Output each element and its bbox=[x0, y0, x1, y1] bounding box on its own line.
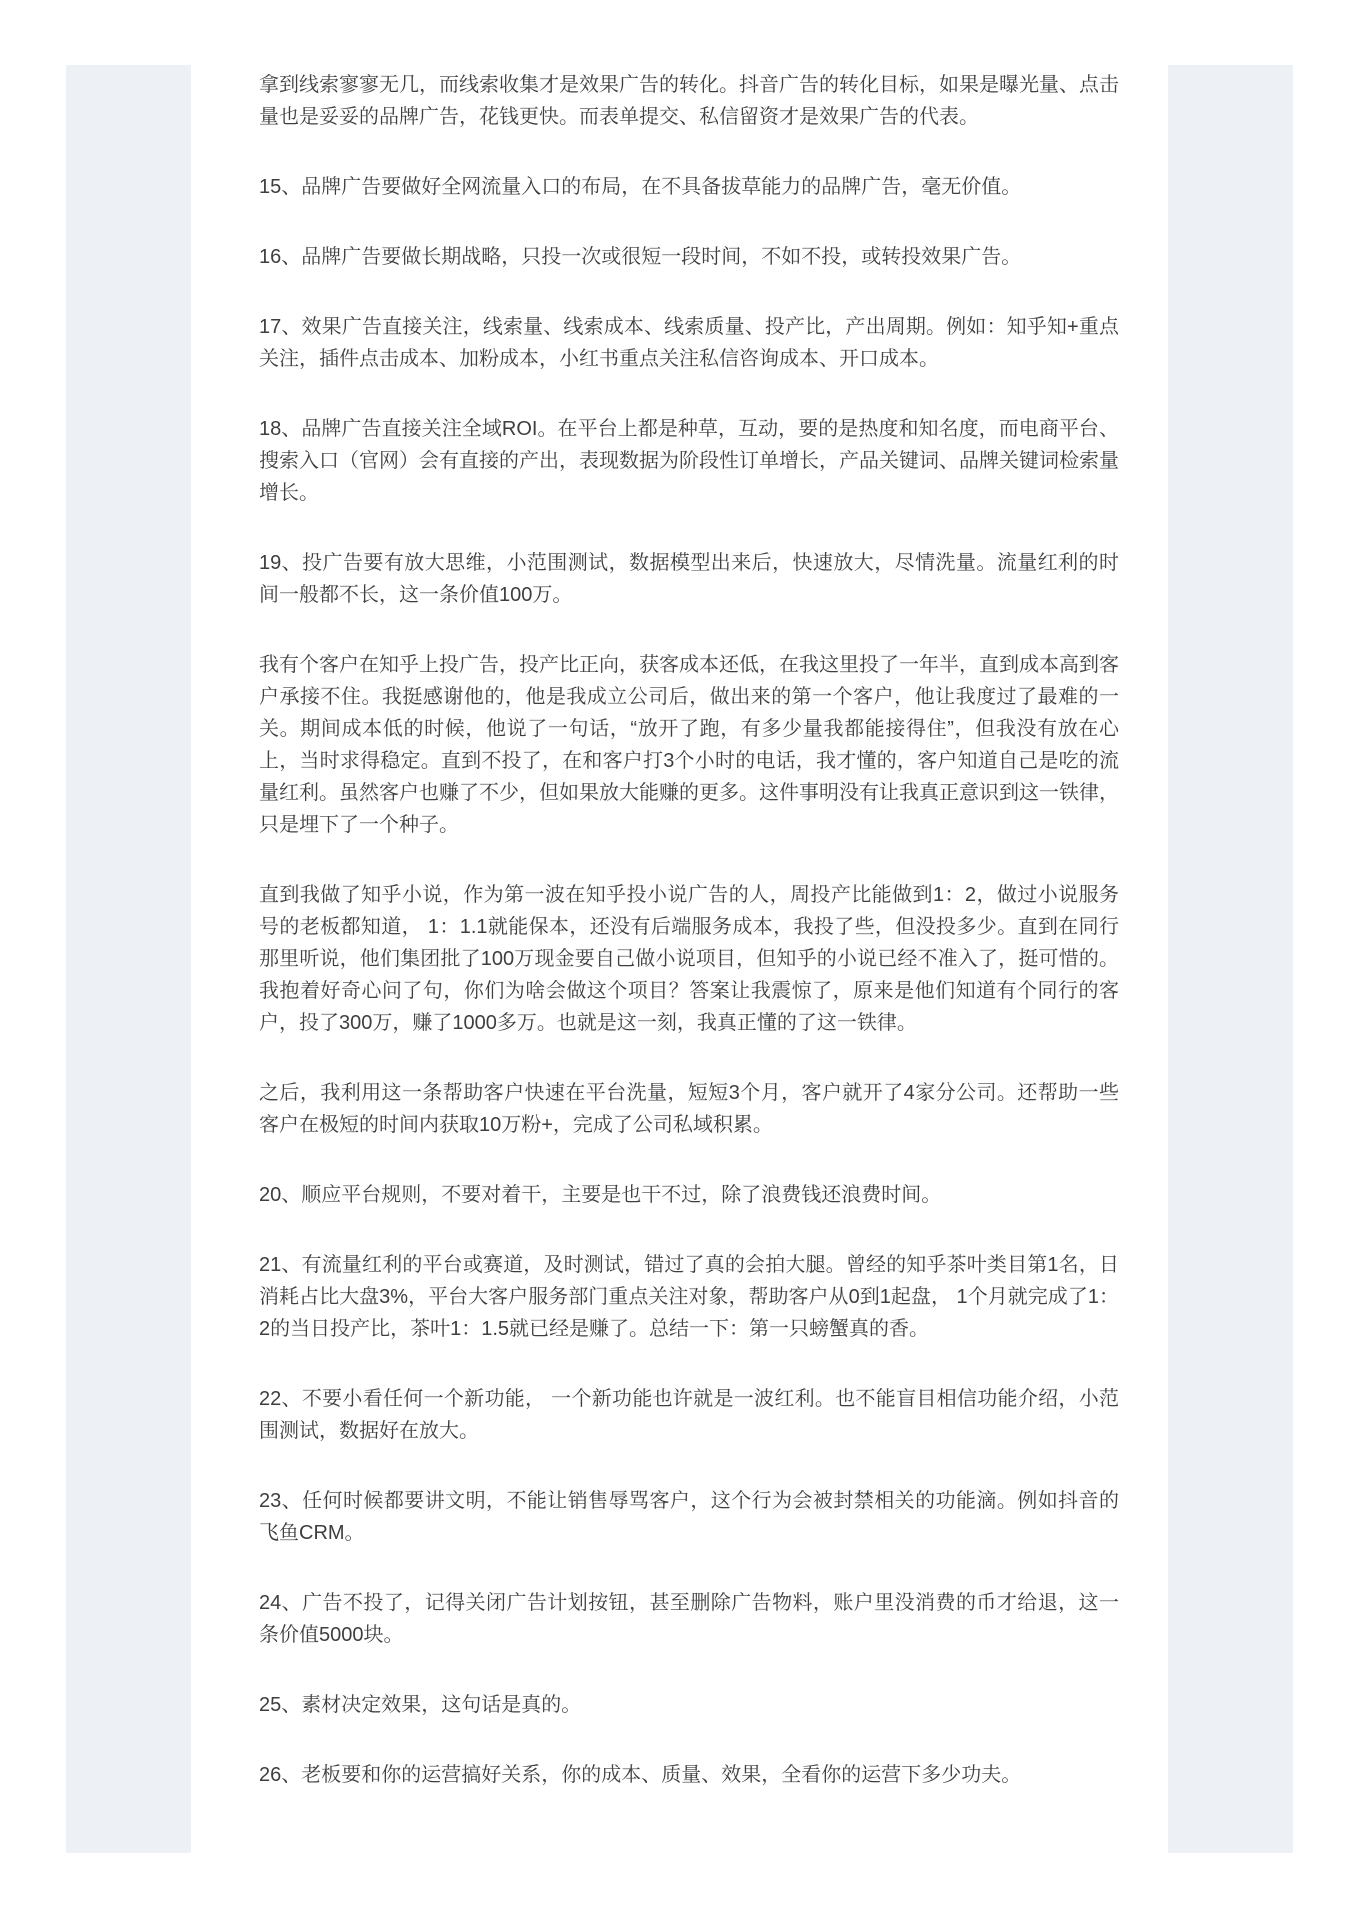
paragraph: 26、老板要和你的运营搞好关系，你的成本、质量、效果，全看你的运营下多少功夫。 bbox=[259, 1764, 1022, 1786]
paragraph: 拿到线索寥寥无几，而线索收集才是效果广告的转化。抖音广告的转化目标，如果是曝光量、点击量也是妥妥的品牌广告，花钱更快。而表单提交、私信留资才是效果广告的代表。 bbox=[259, 74, 1119, 128]
paragraph: 20、顺应平台规则，不要对着干，主要是也干不过，除了浪费钱还浪费时间。 bbox=[259, 1184, 942, 1206]
paragraph: 15、品牌广告要做好全网流量入口的布局，在不具备拔草能力的品牌广告，毫无价值。 bbox=[259, 176, 1022, 198]
paragraph: 23、任何时候都要讲文明，不能让销售辱骂客户，这个行为会被封禁相关的功能滴。例如抖音的飞鱼CRM。 bbox=[259, 1490, 1119, 1544]
paragraph: 19、投广告要有放大思维，小范围测试，数据模型出来后，快速放大，尽情洗量。流量红利的时间一般都不长，这一条价值100万。 bbox=[259, 552, 1119, 606]
content-background-band bbox=[66, 65, 1293, 1853]
paragraph: 之后，我利用这一条帮助客户快速在平台洗量，短短3个月，客户就开了4家分公司。还帮助一些客户在极短的时间内获取10万粉+，完成了公司私域积累。 bbox=[259, 1082, 1119, 1136]
paragraph: 25、素材决定效果，这句话是真的。 bbox=[259, 1694, 582, 1716]
paragraph: 16、品牌广告要做长期战略，只投一次或很短一段时间，不如不投，或转投效果广告。 bbox=[259, 246, 1022, 268]
paragraph: 18、品牌广告直接关注全域ROI。在平台上都是种草，互动，要的是热度和知名度，而电商平台、搜索入口（官网）会有直接的产出，表现数据为阶段性订单增长，产品关键词、品牌关键词检索量增长。 bbox=[259, 418, 1119, 504]
paragraph: 21、有流量红利的平台或赛道，及时测试，错过了真的会拍大腿。曾经的知乎茶叶类目第1名，日消耗占比大盘3%，平台大客户服务部门重点关注对象，帮助客户从0到1起盘， 1个月就完成了1：2的当日投产比，茶叶1：1.5就已经是赚了。总结一下：第一只螃蟹真的香。 bbox=[259, 1254, 1119, 1340]
paragraph: 17、效果广告直接关注，线索量、线索成本、线索质量、投产比，产出周期。例如：知乎知+重点关注，插件点击成本、加粉成本，小红书重点关注私信咨询成本、开口成本。 bbox=[259, 316, 1119, 370]
paragraph: 24、广告不投了，记得关闭广告计划按钮，甚至删除广告物料，账户里没消费的币才给退，这一条价值5000块。 bbox=[259, 1592, 1119, 1646]
article-body bbox=[191, 65, 1168, 1791]
paragraph: 直到我做了知乎小说，作为第一波在知乎投小说广告的人，周投产比能做到1：2，做过小说服务号的老板都知道， 1：1.1就能保本，还没有后端服务成本，我投了些，但没投多少。直到在同行那里听说，他们集团批了100万现金要自己做小说项目，但知乎的小说已经不准入了，挺可惜的。我抱着好奇心问了句，你们为啥会做这个项目？答案让我震惊了，原来是他们知道有个同行的客户，投了300万，赚了1000多万。也就是这一刻，我真正懂的了这一铁律。 bbox=[259, 884, 1119, 1034]
paragraph: 我有个客户在知乎上投广告，投产比正向，获客成本还低，在我这里投了一年半，直到成本高到客户承接不住。我挺感谢他的，他是我成立公司后，做出来的第一个客户，他让我度过了最难的一关。期间成本低的时候，他说了一句话，“放开了跑，有多少量我都能接得住”，但我没有放在心上，当时求得稳定。直到不投了，在和客户打3个小时的电话，我才懂的，客户知道自己是吃的流量红利。虽然客户也赚了不少，但如果放大能赚的更多。这件事明没有让我真正意识到这一铁律，只是埋下了一个种子。 bbox=[259, 654, 1119, 836]
paragraph: 22、不要小看任何一个新功能， 一个新功能也许就是一波红利。也不能盲目相信功能介绍，小范围测试，数据好在放大。 bbox=[259, 1388, 1119, 1442]
article-card bbox=[191, 65, 1168, 1853]
